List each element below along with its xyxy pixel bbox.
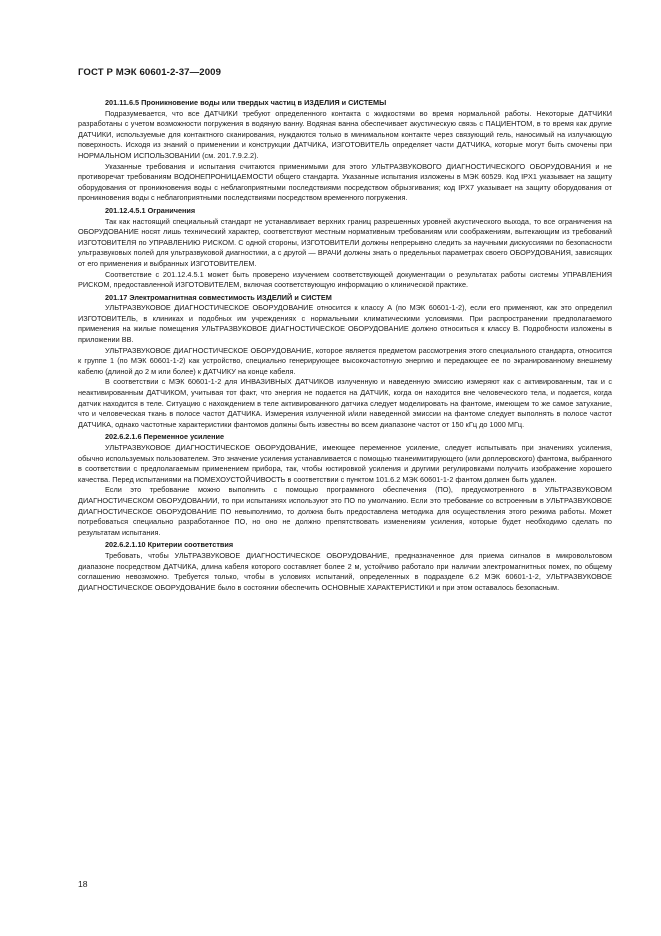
section-heading: 202.6.2.1.10 Критерии соответствия <box>105 540 234 550</box>
paragraph: Если это требование можно выполнить с помощью программного обеспечения (ПО), предусмотренного в УЛЬТРАЗВУКОВОМ ДИАГНОСТИЧЕСКОМ ОБОРУДОВАНИИ, то при испытаниях используют это ПО по умолчанию. Если это требование со встроенным в УЛЬТРАЗВУКОВОЕ ДИАГНОСТИЧЕСКОЕ ОБОРУДОВАНИЕ ПО невыполнимо, то должна быть предоставлена методика для осуществления этого режима работы. Может потребоваться специально разработанное ПО, но оно не должно препятствовать изменениям усиления, которые будет необходимо сделать по результатам испытания. <box>78 485 612 537</box>
page-header-title: ГОСТ Р МЭК 60601-2-37—2009 <box>78 67 222 78</box>
section-heading: 201.11.6.5 Проникновение воды или твердых частиц в ИЗДЕЛИЯ и СИСТЕМЫ <box>105 98 387 107</box>
paragraph: УЛЬТРАЗВУКОВОЕ ДИАГНОСТИЧЕСКОЕ ОБОРУДОВАНИЕ, которое является предметом рассмотрения этого специального стандарта, относится к группе 1 (по МЭК 60601-1-2) как устройство, специально генерирующее высокочастотную энергию и передающее ее по экранированному внешнему кабелю (длиной до 2 м или более) к ДАТЧИКУ на конце кабеля. <box>78 345 612 376</box>
paragraph: В соответствии с МЭК 60601-1-2 для ИНВАЗИВНЫХ ДАТЧИКОВ излученную и наведенную эмиссию измеряют как с активированным, так и с неактивированным ДАТЧИКОМ, учитывая тот факт, что энергия не подается на ДАТЧИК, когда он находится вне человеческого тела, и подается, когда датчик находится в теле. Ситуацию с нахождением в теле активированного датчика следует моделировать на фантоме, имеющем то же самое затухание, что и человеческая ткань в полосе частот ДАТЧИКА. Измерения излученной и/или наведенной эмиссии на фантоме следует выполнять в полосе частот ДАТЧИКА, однако частотные характеристики фантомов должны быть известны во всем диапазоне частот от 150 кГц до 1000 МГц. <box>78 377 612 429</box>
paragraph: УЛЬТРАЗВУКОВОЕ ДИАГНОСТИЧЕСКОЕ ОБОРУДОВАНИЕ, имеющее переменное усиление, следует испытывать при значениях усиления, обычно используемых пользователем. Это значение усиления устанавливается с помощью тканеимитирующего (или доплеровского) фантома, выбранного в соответствии с предполагаемым применением прибора, так, чтобы юстировкой усиления и другими регулировками получить изображение хорошего качества. Перед испытаниями на ПОМЕХОУСТОЙЧИВОСТЬ в соответствии с пунктом 101.6.2 МЭК 60601-1-2 фантом должен быть удален. <box>78 443 613 484</box>
page-number: 18 <box>78 879 88 889</box>
document-body <box>78 98 612 593</box>
paragraph: Указанные требования и испытания считаются применимыми для этого УЛЬТРАЗВУКОВОГО ДИАГНОСТИЧЕСКОГО ОБОРУДОВАНИЯ и не противоречат требованиям ВОДОНЕПРОНИЦАЕМОСТИ общего стандарта. Указанные испытания изложены в МЭК 60529. Код IPX1 указывает на защиту оборудования от проникновения воды с неблагоприятными последствиями посредством обрызгивания; код IPX7 указывает на защиту оборудования от проникновения воды с неблагоприятными последствиями посредством временного погружения. <box>78 161 612 203</box>
paragraph: Подразумевается, что все ДАТЧИКИ требуют определенного контакта с жидкостями во время нормальной работы. Некоторые ДАТЧИКИ разработаны с учетом возможности погружения в водяную ванну. Водяная ванна обеспечивает акустическую связь с ПАЦИЕНТОМ, в то время как другие ДАТЧИКИ, используемые для контактного сканирования, нуждаются только в минимальном контакте через связующий гель, наносимый на излучающую поверхность. Исходя из знаний о применении и конструкции ДАТЧИКА, ИЗГОТОВИТЕЛЬ определяет части ДАТЧИКА, которые могут быть смочены при НОРМАЛЬНОМ ИСПОЛЬЗОВАНИИ (см. 201.7.9.2.2). <box>78 108 612 160</box>
section-heading: 201.12.4.5.1 Ограничения <box>105 205 196 215</box>
paragraph: УЛЬТРАЗВУКОВОЕ ДИАГНОСТИЧЕСКОЕ ОБОРУДОВАНИЕ относится к классу А (по МЭК 60601-1-2), если его применяют, как это определил ИЗГОТОВИТЕЛЬ, в клиниках и подобных им учреждениях с нормальными климатическими условиями. При распространении предполагаемого применения на жилые помещения УЛЬТРАЗВУКОВОЕ ДИАГНОСТИЧЕСКОЕ ОБОРУДОВАНИЕ должно относиться к классу В. Подробности изложены в приложении ВВ. <box>78 303 612 345</box>
paragraph: Соответствие с 201.12.4.5.1 может быть проверено изучением соответствующей документации о результатах работы системы УПРАВЛЕНИЯ РИСКОМ, предоставленной ИЗГОТОВИТЕЛЕМ, включая соответствующую информацию о клинической практике. <box>78 269 612 290</box>
paragraph: Так как настоящий специальный стандарт не устанавливает верхних границ разрешенных уровней акустического выхода, то все ограничения на ОБОРУДОВАНИЕ носят лишь технический характер, соответствуют местным нормативным требованиям или соображениям, вытекающим из требований ИЗГОТОВИТЕЛЯ по УПРАВЛЕНИЮ РИСКОМ. С одной стороны, ИЗГОТОВИТЕЛИ должны непрерывно следить за научными дискуссиями по безопасности ультразвуковых полей для ультразвуковой диагностики, а с другой — ВРАЧИ должны знать о предельных параметрах своего ОБОРУДОВАНИЯ, зависящих от его применения и выбранных ИЗГОТОВИТЕЛЕМ. <box>78 216 612 268</box>
section-heading: 202.6.2.1.6 Переменное усиление <box>105 432 225 442</box>
section-heading: 201.17 Электромагнитная совместимость ИЗДЕЛИЙ и СИСТЕМ <box>105 292 332 302</box>
paragraph: Требовать, чтобы УЛЬТРАЗВУКОВОЕ ДИАГНОСТИЧЕСКОЕ ОБОРУДОВАНИЕ, предназначенное для приема сигналов в микровольтовом диапазоне посредством ДАТЧИКА, длина кабеля которого составляет более 2 м, устойчиво работало при наличии электромагнитных помех, по общему соглашению невозможно. Требуется только, чтобы в условиях испытаний, определенных в подразделе 6.2 МЭК 60601-1-2, УЛЬТРАЗВУКОВОЕ ДИАГНОСТИЧЕСКОЕ ОБОРУДОВАНИЕ было в состоянии обеспечить ОСНОВНЫЕ ХАРАКТЕРИСТИКИ и при этом оставалось безопасным. <box>78 550 612 592</box>
